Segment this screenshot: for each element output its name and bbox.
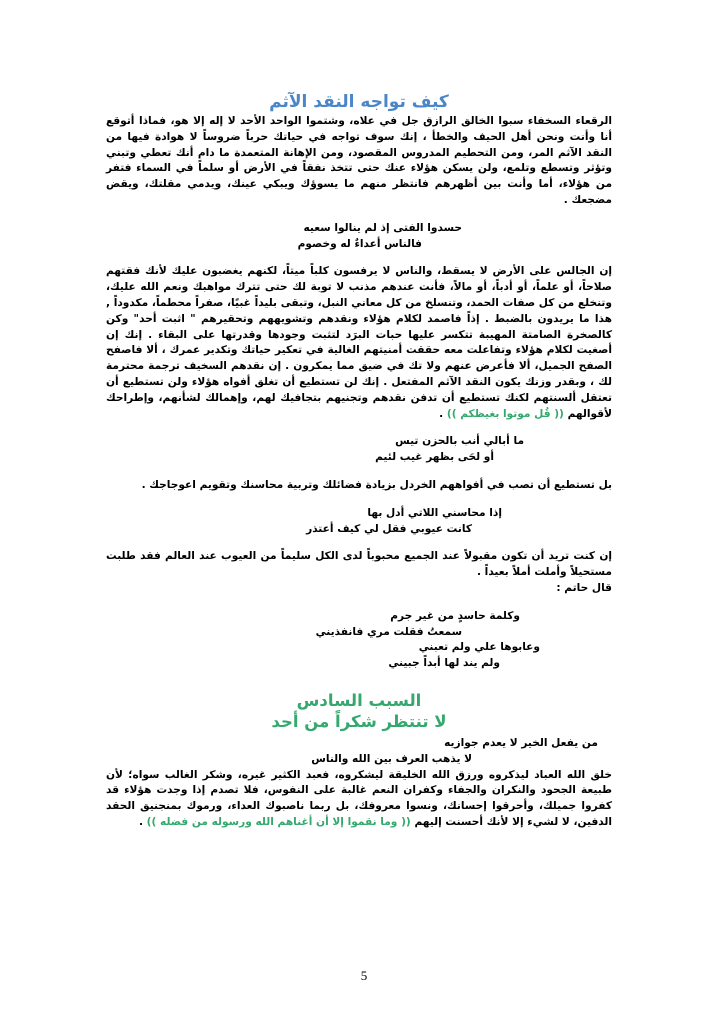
paragraph-3: بل تستطيع أن تصب في أفواههم الخردل بزيادة فضائلك وتربية محاسنك وتقويم اعوجاجك . bbox=[141, 478, 612, 491]
verse-line: من يفعل الخير لا يعدم جوازيه bbox=[444, 736, 598, 749]
verse-line: لا يذهب العرف بين الله والناس bbox=[311, 752, 472, 765]
verse-line: ولم يند لها أبداً جبيني bbox=[388, 657, 500, 670]
paragraph-5 bbox=[106, 768, 612, 831]
verse-line: حسدوا الفتى إذ لم ينالوا سعيه bbox=[303, 221, 462, 234]
paragraph-2-text: إن الجالس على الأرض لا يسقط، والناس لا يرفسون كلباً ميتاً، لكنهم يغضبون عليك لأنك فقتهم صلاحاً، أو علماً، أو أدباً، أو مالاً، فأنت عندهم مذنب لا توبة لك حتى تترك مواهبك ونعم الله عليك، وتنخلع من كل صفات الحمد، وتنسلخ من كل معاني النبل، وتبقى بليداً غبيًا، صفراً محطماً، مكدوداً , هذا ما يريدون بالضبط . إذاً فاصمد لكلام هؤلاء ونقدهم وتشويههم وتحقيرهم " اثبت أحد" وكن كالصخرة الصامتة المهيبة تتكسر عليها حبات البرَد لتثبت وجودها وقدرتها على البقاء . إنك إن أصغيت لكلام هؤلاء وتفاعلت معه حققت أمنيتهم الغالية في تعكير حياتك وتكدير عمرك ، ألا فاصفح الصفح الجميل، ألا فأعرض عنهم ولا تك في ضيق مما يمكرون . إن نقدهم السخيف ترجمة محترمة لك ، وبقدر وزنك يكون النقد الآثم المفتعل . إنك لن تستطيع أن تغلق أفواه هؤلاء ولن تستطيع أن تعتقل ألسنتهم لكنك تستطيع أن تدفن نقدهم وتجنيهم بتجافيك لهم، وإهمالك لشأنهم، وإطراحك لأقوالهم bbox=[106, 265, 612, 420]
verse-line: وعابوها علي ولم تعبني bbox=[418, 641, 540, 654]
verse-line: ما أبالي أنب بالحزن تيس bbox=[395, 435, 524, 448]
verse-line: كانت عيوبي فقل لي كيف أعتذر bbox=[306, 522, 472, 535]
paragraph-end: . bbox=[138, 815, 143, 828]
paragraph-5-text: خلق الله العباد ليذكروه ورزق الله الخليقة ليشكروه، فعبد الكثير غيره، وشكر الغالب سواه؛ لأن طبيعة الجحود والنكران والجفاء وكفران النعم غالبة على النفوس، فلا تصدم إذا وجدت هؤلاء قد كفروا جميلك، وأحرقوا إحسانك، ونسوا معروفك، بل ربما ناصبوك العداء، ورموك بمنجنيق الحقد الدفين، لا لشيء إلا لأنك أحسنت إليهم bbox=[106, 768, 612, 828]
verse-block-4 bbox=[106, 609, 612, 672]
quran-quote: (( قُل موتوا بغيظكم )) bbox=[446, 407, 564, 420]
paragraph-4: إن كنت تريد أن تكون مقبولاً عند الجميع محبوباً لدى الكل سليماً من العيوب عند العالم فقد طلبت مستحيلاً وأملت أملاً بعيداً . bbox=[106, 550, 612, 579]
quran-quote: (( وما نقموا إلا أن أغناهم الله ورسوله من فضله )) bbox=[146, 815, 411, 828]
page-number: 5 bbox=[360, 968, 368, 983]
section-subtitle: لا تنتظر شكراً من أحد bbox=[271, 711, 447, 731]
section-title: السبب السادس bbox=[296, 690, 422, 710]
paragraph-end: . bbox=[439, 407, 444, 420]
page-title: كيف تواجه النقد الآثم bbox=[269, 92, 449, 112]
verse-line: فالناس أعداءٌ له وخصوم bbox=[297, 237, 422, 250]
verse-line: أو لحَى بظهر غيب لئيم bbox=[375, 451, 494, 464]
document-body bbox=[106, 90, 612, 831]
poet-intro: قال حاتم : bbox=[556, 581, 612, 594]
verse-line: سمعتُ فقلت مري فانفذيني bbox=[315, 625, 462, 638]
verse-line: وكلمة حاسدٍ من غير جرم bbox=[390, 609, 520, 622]
verse-block-1 bbox=[106, 221, 612, 253]
verse-line: إذا محاسني اللاتي أدل بها bbox=[367, 506, 502, 519]
intro-paragraph: الرقعاء السخفاء سبوا الخالق الرازق جل في علاه، وشتموا الواحد الأحد لا إله إلا هو، فماذا أتوقع أنا وأنت ونحن أهل الحيف والخطأ ، إنك سوف تواجه في حياتك حرباً ضروساً لا هوادة فيها من النقد الآثم المر، ومن التحطيم المدروس المقصود، ومن الإهانة المتعمدة ما دام أنك تعطي وتبني وتؤثر وتسطع وتلمع، ولن يسكن هؤلاء عنك حتى تتخذ نفقاً في الأرض أو سلماً في السماء فتفر من هؤلاء، أما وأنت بين أظهرهم فانتظر منهم ما يسوؤك ويبكي عينك، ويدمي مقلتك، ويقض مضجعك . bbox=[106, 115, 612, 206]
verse-block-5 bbox=[106, 736, 612, 768]
paragraph-2 bbox=[106, 264, 612, 422]
verse-block-2 bbox=[106, 434, 612, 466]
verse-block-3 bbox=[106, 506, 612, 538]
